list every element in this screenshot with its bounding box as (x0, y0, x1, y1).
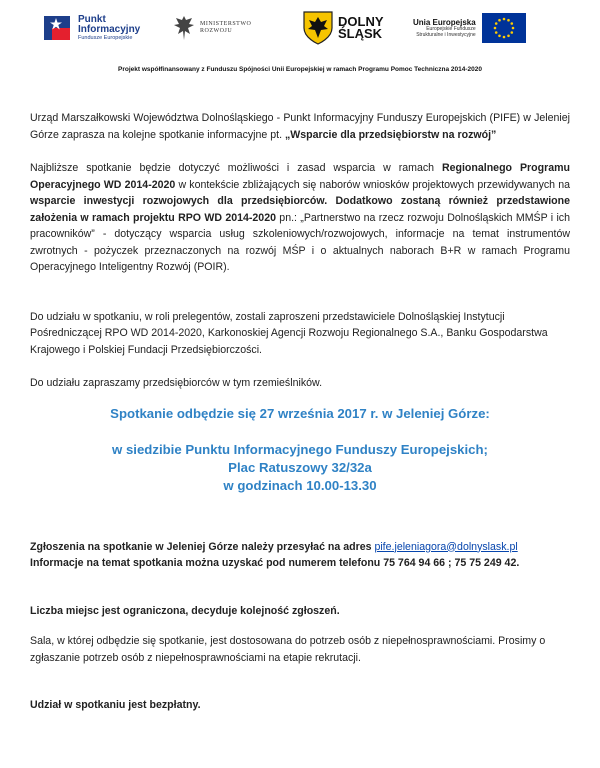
eu-logo (413, 6, 526, 50)
invite-paragraph: Do udziału zapraszamy przedsiębiorców w tym rzemieślników. (30, 377, 323, 389)
speakers-paragraph: Do udziału w spotkaniu, w roli prelegentów, zostali zaproszeni przedstawiciele Dolnośląskiej Instytucji Pośredniczącej RPO WD 2014-2020, Karkonoskiej Agencji Rozwoju Regionalnego S.A., Banku Gospodarstwa Krajowego i Polskiej Fundacji Przedsiębiorczości. (30, 310, 548, 356)
ministry-line1: MINISTERSTWO (200, 20, 252, 27)
scope-bold-1: Regionalnego Programu Operacyjnego WD 2014-2020 (30, 162, 570, 191)
meeting-title: „Wsparcie dla przedsiębiorstw na rozwój” (284, 128, 497, 141)
scope-text-2: w kontekście zbliżających się naborów wniosków projektowych przewidywanych na (175, 178, 570, 191)
phone-line: Informacje na temat spotkania można uzyskać pod numerem telefonu 75 764 94 66 ; 75 75 249 42. (30, 557, 520, 569)
fe-line1: Punkt (78, 13, 106, 25)
document-body (30, 110, 570, 714)
intro-text: Urząd Marszałkowski Województwa Dolnośląskiego - Punkt Informacyjny Funduszy Europejskich (PIFE) w Jeleniej Górze zaprasza na kolejne spotkanie informacyjne pt. (30, 112, 570, 141)
logo-bar (44, 6, 564, 50)
accessibility-note: Sala, w której odbędzie się spotkanie, jest dostosowana do potrzeb osób z niepełnosprawnościami. Prosimy o zgłaszanie potrzeb osób z niepełnosprawnościami na etapie rekrutacji. (30, 635, 546, 664)
fe-star-mark-icon (44, 12, 74, 44)
region-line1: DOLNY (338, 13, 384, 29)
eu-line2: Europejskie Fundusze (426, 25, 476, 32)
email-link[interactable]: pife.jeleniagora@dolnyslask.pl (374, 540, 518, 553)
free-participation-note: Udział w spotkaniu jest bezpłatny. (30, 699, 201, 711)
eagle-emblem-icon (172, 13, 196, 43)
ministry-logo (172, 6, 251, 50)
fe-line3: Fundusze Europejskie (78, 34, 133, 41)
meeting-venue: w siedzibie Punktu Informacyjnego Funduszy Europejskich; (112, 441, 488, 457)
eu-line1: Unia Europejska (413, 17, 476, 27)
scope-paragraph (30, 160, 570, 276)
ministry-line2: ROZWOJU (200, 28, 233, 34)
fundusze-europejskie-logo (44, 6, 140, 50)
meeting-hours: w godzinach 10.00-13.30 (223, 477, 377, 493)
registration-line (30, 539, 570, 556)
dolny-slask-logo (302, 6, 384, 50)
fe-line2: Informacyjny (78, 24, 141, 36)
seats-limit-note: Liczba miejsc jest ograniczona, decyduje kolejność zgłoszeń. (30, 604, 340, 617)
meeting-date: Spotkanie odbędzie się 27 września 2017 r. w Jeleniej Górze: (110, 405, 490, 421)
meeting-address: Plac Ratuszowy 32/32a (228, 459, 372, 475)
scope-text-1: Najbliższe spotkanie będzie dotyczyć możliwości i zasad wsparcia w ramach (30, 162, 442, 174)
cofinancing-note: Projekt współfinansowany z Funduszu Spójności Unii Europejskiej w ramach Programu Pomoc Techniczna 2014-2020 (118, 66, 482, 73)
registration-text: Zgłoszenia na spotkanie w Jeleniej Górze należy przesyłać na adres (30, 540, 375, 553)
scope-bold-2: wsparcie inwestycji rozwojowych dla przedsiębiorców. Dodatkowo zostaną również przedstawione założenia w ramach projektu RPO WD 2014-2020 (30, 195, 570, 224)
coat-of-arms-icon (302, 10, 334, 46)
eu-flag-icon (482, 13, 526, 43)
region-line2: ŚLĄSK (338, 26, 383, 41)
intro-paragraph (30, 110, 570, 143)
eu-line3: Strukturalne i Inwestycyjne (416, 31, 476, 38)
scope-text-3: pn.: „Partnerstwo na rzecz rozwoju Dolnośląskich MMŚP i ich pracowników” - dotyczący wsparcia usług szkoleniowych/rozwojowych, informacje na temat instrumentów zwrotnych - pożyczek przeznaczonych na rozwój MŚP i o aktualnych naborach B+R w ramach Programu Operacyjnego Inteligentny Rozwój (POIR). (30, 211, 570, 273)
